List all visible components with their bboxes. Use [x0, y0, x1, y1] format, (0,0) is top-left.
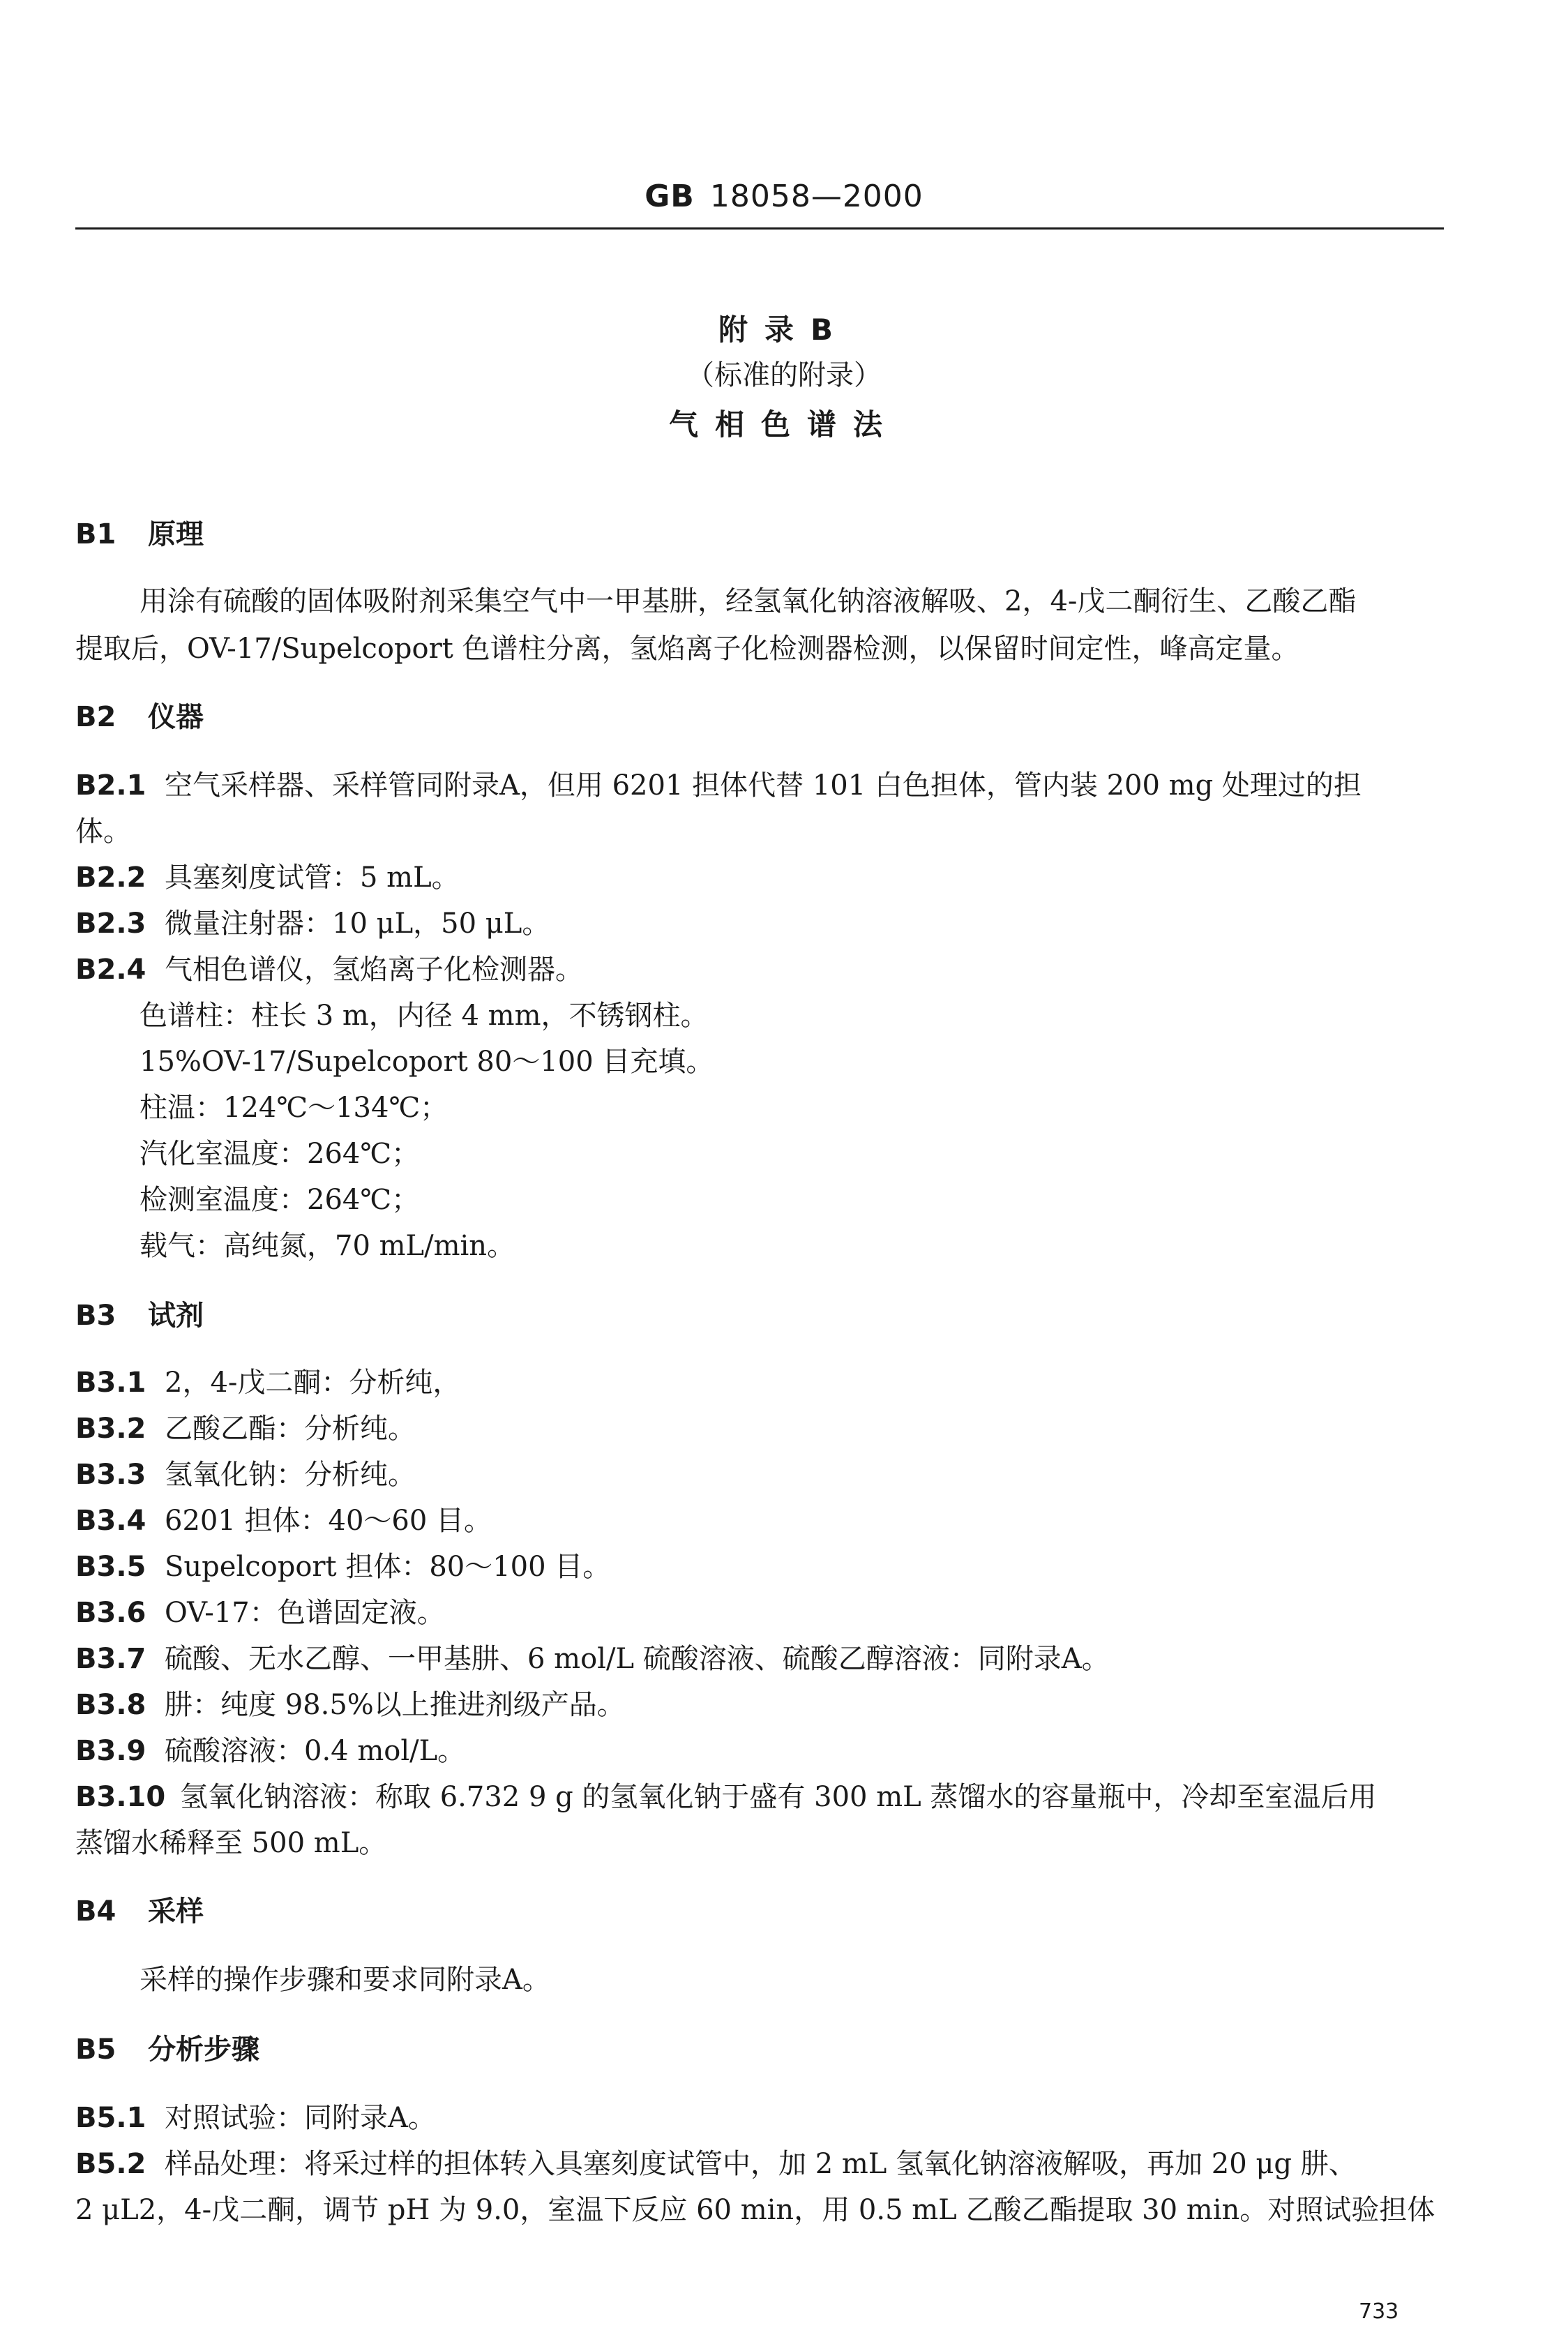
item-text: 微量注射器：10 μL，50 μL。: [165, 908, 550, 940]
item-text: 对照试验：同附录A。: [165, 2102, 436, 2134]
item-code: B3.8: [75, 1689, 146, 1721]
section-title: 试剂: [148, 1300, 204, 1332]
item-code: B2.1: [75, 769, 146, 802]
section-title: 原理: [148, 518, 204, 550]
list-item: [75, 1363, 1444, 1402]
item-code: B3.2: [75, 1413, 146, 1445]
item-code: B3.9: [75, 1735, 146, 1767]
item-text: Supelcoport 担体：80～100 目。: [165, 1551, 611, 1583]
item-code: B3.1: [75, 1367, 146, 1399]
section-code: B1: [75, 518, 116, 550]
item-code: B3.10: [75, 1781, 166, 1813]
item-text: 6201 担体：40～60 目。: [165, 1505, 492, 1537]
list-item: [75, 2144, 1444, 2184]
item-code: B3.7: [75, 1643, 146, 1675]
list-item: [75, 1685, 1444, 1725]
appendix-title: 附录B: [718, 313, 850, 347]
standard-number: 18058—2000: [709, 179, 924, 214]
paragraph-line: 采样的操作步骤和要求同附录A。: [140, 1964, 550, 1996]
section-title: 分析步骤: [148, 2034, 259, 2066]
paragraph-line: 用涂有硫酸的固体吸附剂采集空气中一甲基肼，经氢氧化钠溶液解吸、2，4-戊二酮衍生、乙酸乙酯: [140, 585, 1357, 617]
item-text: 2，4-戊二酮：分析纯，: [165, 1367, 461, 1399]
list-item: [75, 1778, 1444, 1817]
spec-line: 15%OV-17/Supelcoport 80～100 目充填。: [140, 1046, 714, 1078]
item-code: B3.4: [75, 1505, 146, 1537]
item-code: B3.3: [75, 1459, 146, 1491]
item-code: B5.1: [75, 2102, 146, 2134]
spec-line: 柱温：124℃～134℃；: [140, 1092, 448, 1124]
item-text: 气相色谱仪，氢焰离子化检测器。: [165, 954, 583, 986]
list-item: [75, 1547, 1444, 1586]
spec-line: 检测室温度：264℃；: [140, 1184, 420, 1216]
item-text: 样品处理：将采过样的担体转入具塞刻度试管中，加 2 mL 氢氧化钠溶液解吸，再加 20 μg 肼、: [165, 2148, 1357, 2180]
list-item: [75, 766, 1444, 805]
item-code: B2.4: [75, 954, 146, 986]
section-title: 采样: [148, 1895, 204, 1928]
item-code: B2.3: [75, 908, 146, 940]
section-code: B3: [75, 1300, 116, 1332]
paragraph-line: 提取后，OV-17/Supelcoport 色谱柱分离，氢焰离子化检测器检测，以保留时间定性，峰高定量。: [75, 633, 1299, 665]
list-item: [75, 1731, 1444, 1771]
section-heading-b2: [75, 698, 1444, 737]
item-text: 乙酸乙酯：分析纯。: [165, 1413, 416, 1445]
method-title: 气相色谱法: [668, 407, 899, 442]
section-heading-b3: [75, 1296, 1444, 1335]
list-item: [75, 904, 1444, 943]
spec-line: 汽化室温度：264℃；: [140, 1138, 420, 1170]
spec-line: 载气：高纯氮，70 mL/min。: [140, 1230, 515, 1262]
section-heading-b5: [75, 2030, 1444, 2069]
item-text: 具塞刻度试管：5 mL。: [165, 862, 460, 894]
section-heading-b1: [75, 515, 1444, 554]
list-item: [75, 1593, 1444, 1632]
item-code: B2.2: [75, 862, 146, 894]
list-item: [75, 1455, 1444, 1494]
paragraph-line: 体。: [75, 816, 131, 848]
header-rule: [75, 227, 1444, 230]
paragraph-line: 蒸馏水稀释至 500 mL。: [75, 1827, 387, 1859]
item-code: B5.2: [75, 2148, 146, 2180]
item-text: 空气采样器、采样管同附录A，但用 6201 担体代替 101 白色担体，管内装 200 mg 处理过的担: [165, 769, 1362, 802]
section-code: B2: [75, 701, 116, 733]
running-header: [0, 179, 1568, 214]
section-code: B4: [75, 1895, 116, 1928]
item-text: 氢氧化钠：分析纯。: [165, 1459, 416, 1491]
item-text: OV-17：色谱固定液。: [165, 1597, 445, 1629]
item-text: 硫酸、无水乙醇、一甲基肼、6 mol/L 硫酸溶液、硫酸乙醇溶液：同附录A。: [165, 1643, 1110, 1675]
section-code: B5: [75, 2034, 116, 2066]
page-number: 733: [1359, 2299, 1399, 2324]
item-code: B3.6: [75, 1597, 146, 1629]
list-item: [75, 950, 1444, 989]
list-item: [75, 858, 1444, 897]
section-title: 仪器: [148, 701, 204, 733]
section-heading-b4: [75, 1892, 1444, 1931]
appendix-subtitle: （标准的附录）: [686, 359, 882, 391]
list-item: [75, 1501, 1444, 1540]
list-item: [75, 1409, 1444, 1448]
item-code: B3.5: [75, 1551, 146, 1583]
list-item: [75, 1639, 1444, 1678]
item-text: 硫酸溶液：0.4 mol/L。: [165, 1735, 466, 1767]
item-text: 肼：纯度 98.5%以上推进剂级产品。: [165, 1689, 625, 1721]
item-text: 氢氧化钠溶液：称取 6.732 9 g 的氢氧化钠于盛有 300 mL 蒸馏水的容量瓶中，冷却至室温后用: [180, 1781, 1377, 1813]
standard-prefix: GB: [644, 179, 695, 214]
paragraph-line: 2 μL2，4-戊二酮，调节 pH 为 9.0，室温下反应 60 min，用 0.5 mL 乙酸乙酯提取 30 min。对照试验担体: [75, 2194, 1435, 2226]
spec-line: 色谱柱：柱长 3 m，内径 4 mm，不锈钢柱。: [140, 1000, 709, 1032]
list-item: [75, 2098, 1444, 2138]
